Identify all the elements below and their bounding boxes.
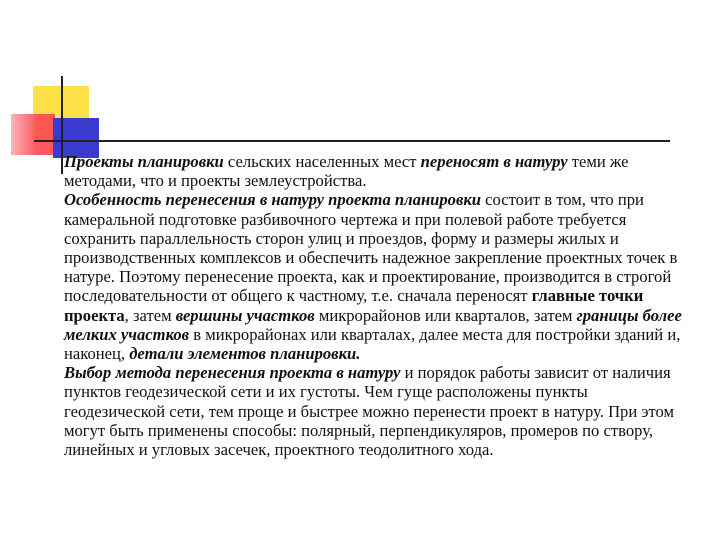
text-segment: главные точки проекта [64,286,644,325]
text-segment: вершины участков [175,305,315,325]
paragraph-3 [64,363,684,459]
text-segment: , затем [124,305,176,325]
red-square-highlight [11,114,55,155]
text-segment: Особенность перенесения в натуру проекта планировки [64,190,482,210]
text-segment: состоит в том, что при камеральной подготовке разбивочного чертежа и при полевой работе требуется сохранить параллельность сторон улиц и проездов, форму и размеры жилых и производственных комплексов и обеспечить надежное закрепление проектных точек в натуре. Поэтому перенесение проекта, как и проектирование, производится в строгой последовательности от общего к частному, т.е. сначала переносят [64,190,678,306]
paragraph-2 [64,190,684,363]
slide-body-text [64,152,684,459]
text-segment: и порядок работы зависит от наличия пунктов геодезической сети и их густоты. Чем гуще расположены пункты геодезической сети, тем проще и быстрее можно перенести проект в натуру. При этом могут быть применены способы: полярный, перпендикуляров, промеров по створу, линейных и угловых засечек, проектного теодолитного хода. [64,363,675,460]
paragraph-1 [64,152,684,190]
text-segment: микрорайонов или кварталов, затем [314,305,577,325]
text-segment: теми же методами, что и проекты землеустройства. [64,152,629,191]
text-segment: детали элементов планировки. [129,344,361,364]
text-segment: Выбор метода перенесения проекта в натуру [64,363,401,383]
text-segment: границы более мелких участков [64,305,682,344]
horizontal-rule [34,140,670,142]
text-segment: Проекты планировки [64,152,224,171]
text-segment: сельских населенных мест [223,152,421,171]
text-segment: в микрорайонах или кварталах, далее места для постройки зданий и, наконец, [64,324,681,364]
vertical-rule [61,76,63,174]
text-segment: переносят в натуру [420,152,568,171]
